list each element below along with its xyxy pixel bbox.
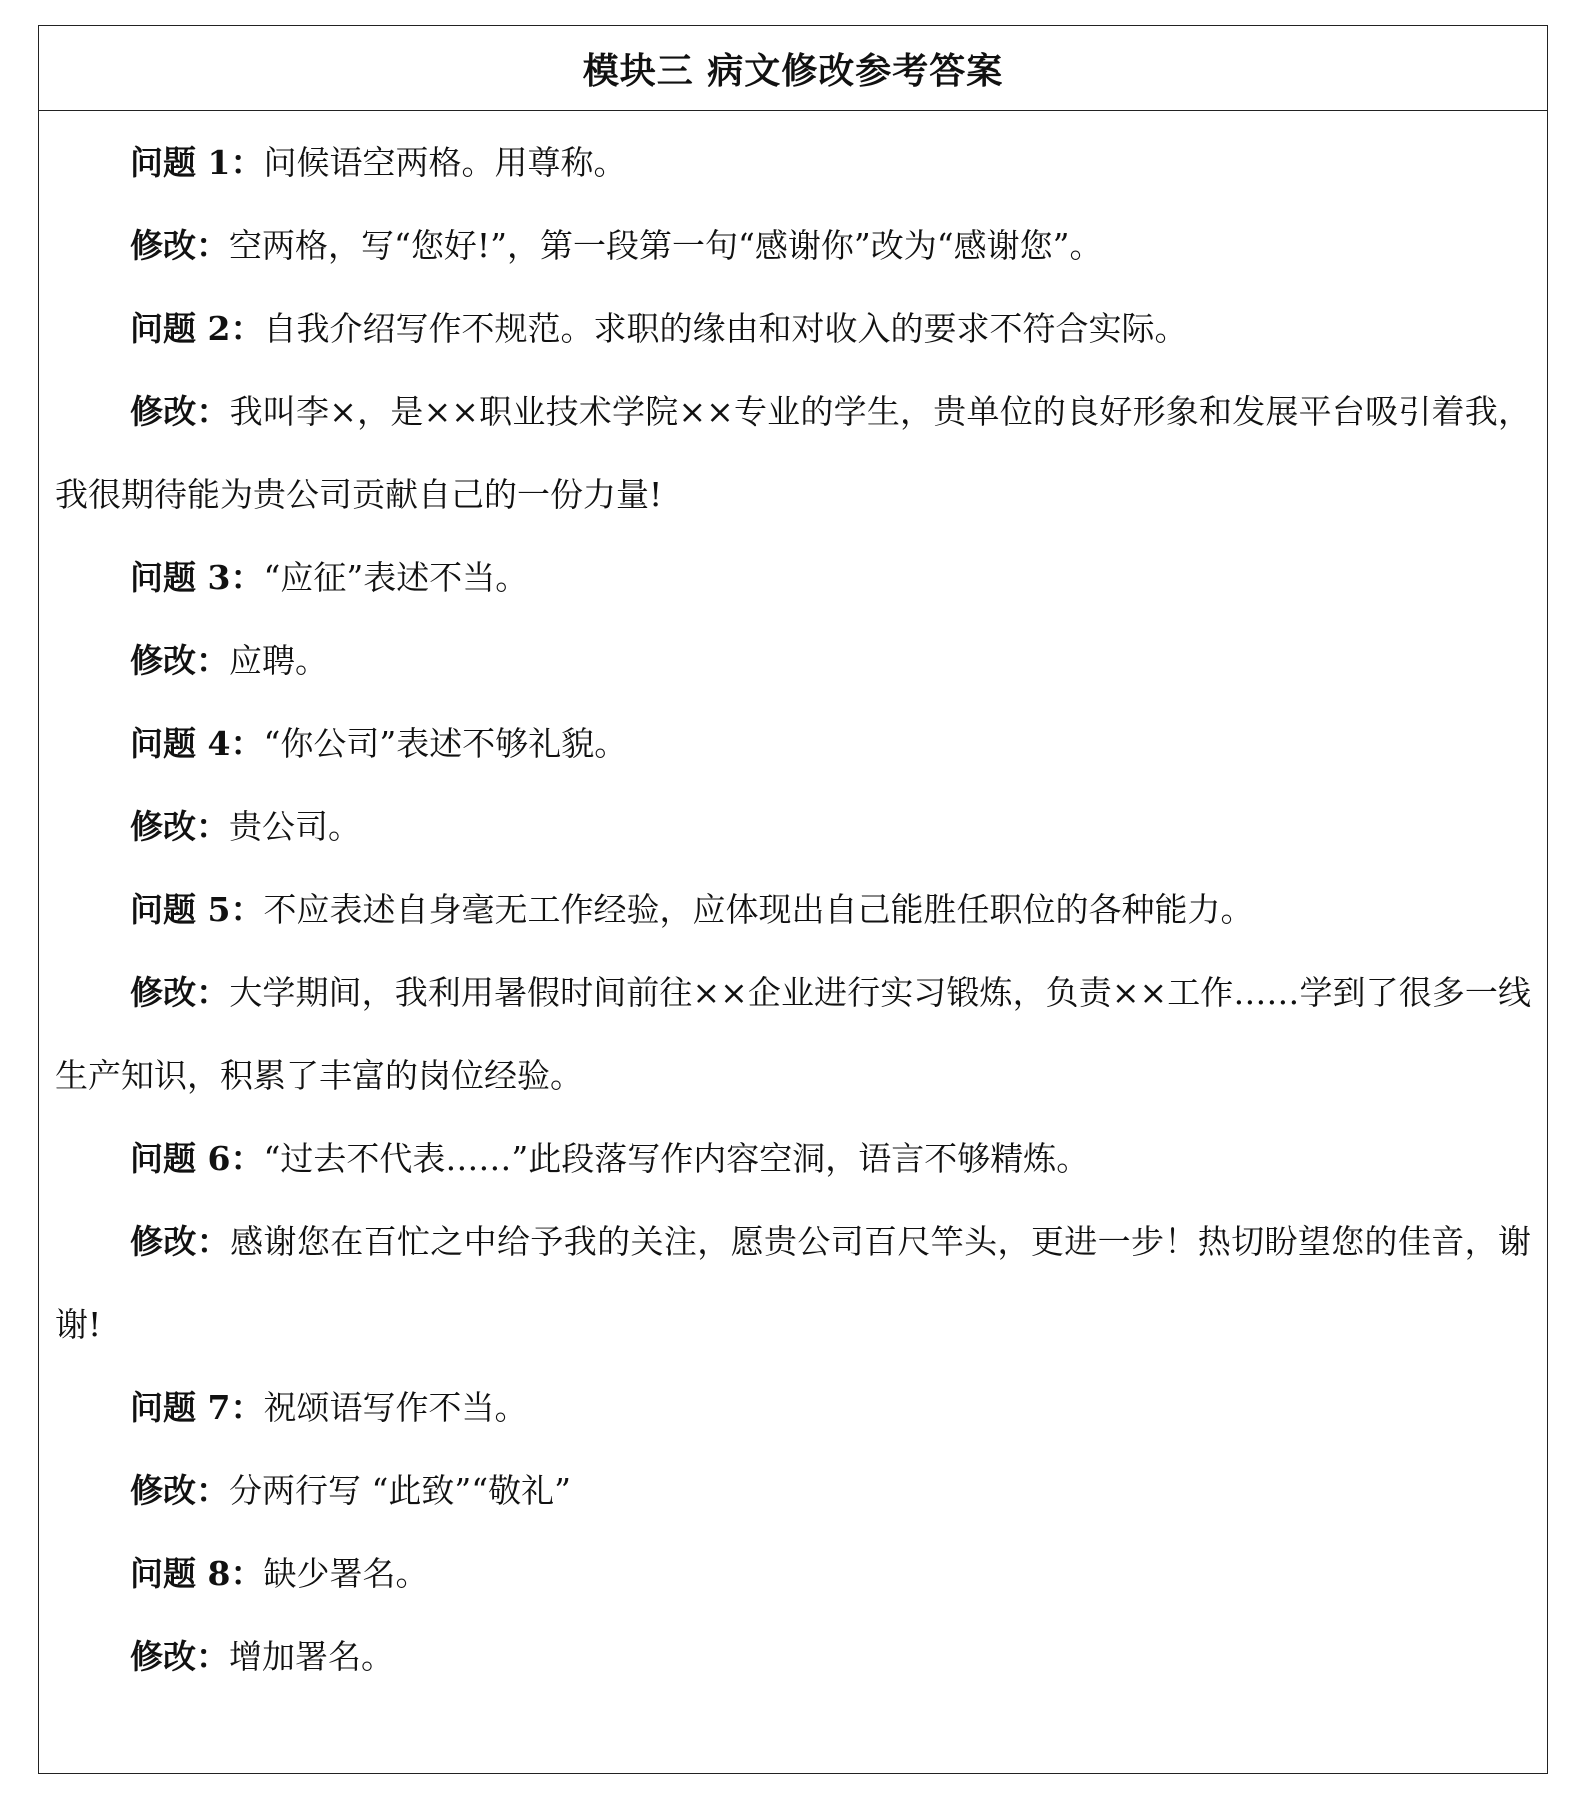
problem-2 (55, 287, 1531, 370)
problem-label: 问题 8： (130, 1554, 264, 1593)
revision-label: 修改： (130, 1222, 231, 1261)
revision-label: 修改： (130, 392, 230, 431)
answer-table (38, 25, 1548, 1774)
problem-6 (55, 1117, 1531, 1200)
problem-text: “应征”表述不当。 (263, 558, 529, 597)
problem-label: 问题 1： (130, 143, 264, 182)
revision-text: 贵公司。 (229, 807, 361, 846)
problem-1 (55, 121, 1531, 204)
revision-text: 应聘。 (229, 641, 328, 680)
revision-label: 修改： (130, 226, 229, 265)
revision-7 (55, 1449, 1531, 1532)
revision-label: 修改： (130, 1471, 229, 1510)
revision-4 (55, 785, 1531, 868)
revision-5 (55, 951, 1531, 1117)
revision-text: 空两格，写“您好!”，第一段第一句“感谢你”改为“感谢您”。 (229, 226, 1103, 265)
revision-text: 我叫李×，是××职业技术学院××专业的学生，贵单位的良好形象和发展平台吸引着我，我很期待能为贵公司贡献自己的一份力量! (55, 392, 1531, 514)
problem-text: 不应表述自身毫无工作经验，应体现出自己能胜任职位的各种能力。 (263, 890, 1254, 929)
problem-label: 问题 3： (130, 558, 264, 597)
problem-8 (55, 1532, 1531, 1615)
problem-text: 缺少署名。 (263, 1554, 429, 1593)
problem-label: 问题 7： (130, 1388, 264, 1427)
revision-text: 增加署名。 (229, 1637, 394, 1676)
title-row (39, 26, 1547, 111)
revision-2 (55, 370, 1531, 536)
problem-5 (55, 868, 1531, 951)
problem-3 (55, 536, 1531, 619)
revision-text: 感谢您在百忙之中给予我的关注，愿贵公司百尺竿头，更进一步！热切盼望您的佳音，谢谢! (55, 1222, 1532, 1344)
revision-label: 修改： (130, 641, 229, 680)
problem-7 (55, 1366, 1531, 1449)
answer-content (39, 111, 1547, 1698)
problem-label: 问题 5： (130, 890, 264, 929)
problem-text: 问候语空两格。用尊称。 (263, 143, 627, 182)
problem-text: “你公司”表述不够礼貌。 (263, 724, 628, 763)
problem-text: 自我介绍写作不规范。求职的缘由和对收入的要求不符合实际。 (263, 309, 1188, 348)
problem-text: “过去不代表……”此段落写作内容空洞，语言不够精炼。 (263, 1139, 1090, 1178)
revision-3 (55, 619, 1531, 702)
revision-label: 修改： (130, 1637, 229, 1676)
problem-text: 祝颂语写作不当。 (263, 1388, 528, 1427)
problem-4 (55, 702, 1531, 785)
revision-label: 修改： (130, 807, 229, 846)
problem-label: 问题 2： (130, 309, 264, 348)
revision-text: 大学期间，我利用暑假时间前往××企业进行实习锻炼，负责××工作……学到了很多一线生产知识，积累了丰富的岗位经验。 (55, 973, 1531, 1095)
revision-6 (55, 1200, 1531, 1366)
revision-text: 分两行写 “此致”“敬礼” (229, 1471, 571, 1510)
page-title: 模块三 病文修改参考答案 (582, 49, 1004, 92)
revision-8 (55, 1615, 1531, 1698)
problem-label: 问题 6： (130, 1139, 264, 1178)
revision-label: 修改： (130, 973, 230, 1012)
revision-1 (55, 204, 1531, 287)
problem-label: 问题 4： (130, 724, 264, 763)
